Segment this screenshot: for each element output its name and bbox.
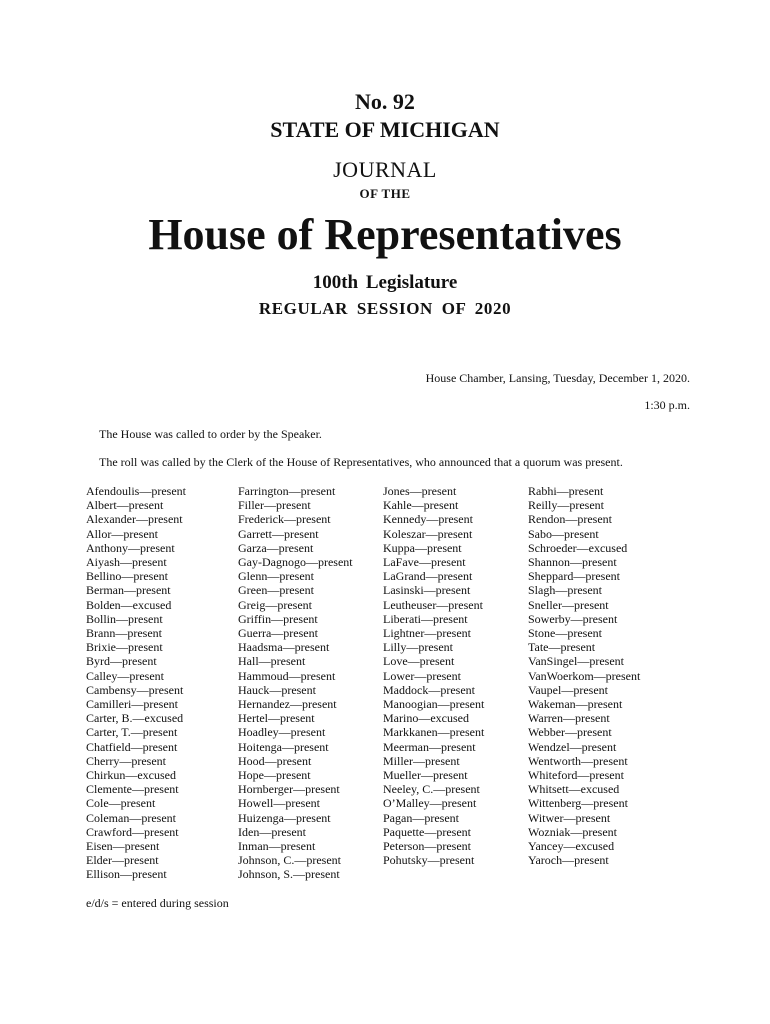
roster-column-2 bbox=[238, 484, 353, 882]
state-name: STATE OF MICHIGAN bbox=[270, 117, 500, 142]
roster-entry: Hornberger—present bbox=[238, 782, 340, 797]
roster-entry: Neeley, C.—present bbox=[383, 782, 480, 797]
roll-call-paragraph: The roll was called by the Clerk of the House of Representatives, who announced that a quorum was present. bbox=[99, 455, 623, 469]
roster-entry: Frederick—present bbox=[238, 512, 331, 527]
journal-heading: JOURNAL bbox=[333, 157, 437, 182]
roster-entry: Carter, B.—excused bbox=[86, 711, 184, 726]
roster-entry: Bollin—present bbox=[86, 611, 163, 626]
roster-entry: Meerman—present bbox=[383, 739, 476, 754]
roster-entry: Chatfield—present bbox=[86, 739, 178, 754]
page-title: House of Representatives bbox=[148, 210, 622, 259]
roster-entry: Johnson, C.—present bbox=[238, 853, 341, 868]
roster-entry: Peterson—present bbox=[383, 839, 471, 854]
roster-entry: Anthony—present bbox=[86, 540, 175, 555]
roster-entry: Tate—present bbox=[528, 640, 596, 655]
roster-entry: Huizenga—present bbox=[238, 810, 331, 825]
roster-entry: Alexander—present bbox=[86, 512, 183, 527]
roster-entry: Howell—present bbox=[238, 796, 320, 811]
roster-entry: Allor—present bbox=[86, 526, 158, 541]
roster-entry: Crawford—present bbox=[86, 824, 179, 839]
roster-entry: O’Malley—present bbox=[383, 796, 477, 811]
roster-entry: Carter, T.—present bbox=[86, 725, 178, 740]
roster-entry: Guerra—present bbox=[238, 626, 318, 641]
roster-entry: Lightner—present bbox=[383, 626, 471, 641]
roster-entry: Rendon—present bbox=[528, 512, 612, 527]
roster-entry: Hall—present bbox=[238, 654, 306, 669]
roster-entry: Brann—present bbox=[86, 626, 162, 641]
roster-entry: Kennedy—present bbox=[383, 512, 473, 527]
roster-entry: Garza—present bbox=[238, 540, 314, 555]
roster-entry: Vaupel—present bbox=[528, 682, 608, 697]
roster-entry: Hauck—present bbox=[238, 682, 316, 697]
roster-entry: Paquette—present bbox=[383, 824, 471, 839]
roster-entry: Manoogian—present bbox=[383, 697, 485, 712]
roster-entry: Whitsett—excused bbox=[528, 782, 620, 797]
roster-entry: Gay-Dagnogo—present bbox=[238, 555, 353, 570]
roster-entry: Mueller—present bbox=[383, 768, 468, 783]
roster-entry: Kuppa—present bbox=[383, 540, 462, 555]
roster-entry: Calley—present bbox=[86, 668, 164, 683]
roster-entry: Stone—present bbox=[528, 626, 602, 641]
roster-entry: Hope—present bbox=[238, 768, 311, 783]
roster-entry: Berman—present bbox=[86, 583, 171, 598]
roster-entry: Inman—present bbox=[238, 839, 316, 854]
roster-entry: Ellison—present bbox=[86, 867, 167, 882]
roster-entry: LaFave—present bbox=[383, 555, 466, 570]
roster-entry: Cambensy—present bbox=[86, 682, 184, 697]
roster-entry: Webber—present bbox=[528, 725, 612, 740]
roster-column-3 bbox=[383, 484, 484, 867]
roster-entry: Chirkun—excused bbox=[86, 768, 176, 783]
roster-entry: Eisen—present bbox=[86, 839, 160, 854]
session-time: 1:30 p.m. bbox=[644, 398, 690, 412]
roster-entry: Hood—present bbox=[238, 753, 312, 768]
roster-entry: Marino—excused bbox=[383, 711, 469, 726]
roster-entry: Griffin—present bbox=[238, 611, 318, 626]
roster-entry: Albert—present bbox=[86, 498, 164, 513]
place-and-date: House Chamber, Lansing, Tuesday, December 1, 2020. bbox=[425, 371, 690, 385]
roster-entry: Cole—present bbox=[86, 796, 156, 811]
legislature-heading: 100th Legislature bbox=[312, 272, 458, 293]
roster-entry: Afendoulis—present bbox=[86, 484, 186, 498]
roster-entry: LaGrand—present bbox=[383, 569, 473, 584]
roster-entry: Haadsma—present bbox=[238, 640, 330, 655]
roster-column-1 bbox=[86, 484, 186, 882]
roster-entry: Sabo—present bbox=[528, 526, 599, 541]
roster-entry: Glenn—present bbox=[238, 569, 314, 584]
roster-entry: Aiyash—present bbox=[86, 555, 167, 570]
of-the-heading: OF THE bbox=[359, 186, 411, 201]
roster-entry: Pohutsky—present bbox=[383, 853, 475, 868]
roster-entry: Johnson, S.—present bbox=[238, 867, 340, 882]
roster-entry: Hammoud—present bbox=[238, 668, 336, 683]
roster-entry: Yancey—excused bbox=[528, 839, 615, 854]
roster-entry: Wakeman—present bbox=[528, 697, 623, 712]
called-to-order-paragraph: The House was called to order by the Speaker. bbox=[99, 427, 322, 441]
roster-entry: Hoitenga—present bbox=[238, 739, 329, 754]
roster-entry: Schroeder—excused bbox=[528, 540, 628, 555]
roster-entry: Wendzel—present bbox=[528, 739, 617, 754]
roster-entry: Bellino—present bbox=[86, 569, 168, 584]
roster-entry: Maddock—present bbox=[383, 682, 475, 697]
roster-entry: Filler—present bbox=[238, 498, 311, 513]
roster-entry: Warren—present bbox=[528, 711, 610, 726]
roster-entry: Kahle—present bbox=[383, 498, 459, 513]
roster-entry: Byrd—present bbox=[86, 654, 157, 669]
roster-entry: Greig—present bbox=[238, 597, 312, 612]
roster-entry: Wozniak—present bbox=[528, 824, 618, 839]
journal-number: No. 92 bbox=[355, 89, 415, 114]
roster-entry: Lasinski—present bbox=[383, 583, 471, 598]
roster-entry: Hernandez—present bbox=[238, 697, 337, 712]
session-heading: REGULAR SESSION OF 2020 bbox=[258, 299, 512, 318]
roster-entry: Brixie—present bbox=[86, 640, 163, 655]
roster-entry: Lower—present bbox=[383, 668, 461, 683]
roster-entry: Hertel—present bbox=[238, 711, 315, 726]
roster-entry: Clemente—present bbox=[86, 782, 179, 797]
roster-entry: Hoadley—present bbox=[238, 725, 326, 740]
roster-entry: Witwer—present bbox=[528, 810, 611, 825]
roster-entry: Wentworth—present bbox=[528, 753, 628, 768]
roster-entry: Green—present bbox=[238, 583, 314, 598]
roster-entry: Sheppard—present bbox=[528, 569, 620, 584]
roster-entry: Garrett—present bbox=[238, 526, 319, 541]
roster-entry: Iden—present bbox=[238, 824, 306, 839]
roster-entry: Cherry—present bbox=[86, 753, 166, 768]
roster-column-4 bbox=[528, 484, 640, 867]
roster-entry: Liberati—present bbox=[383, 611, 468, 626]
roster-entry: Love—present bbox=[383, 654, 455, 669]
roster-entry: Jones—present bbox=[383, 484, 457, 498]
roster-entry: Lilly—present bbox=[383, 640, 453, 655]
roster-entry: Shannon—present bbox=[528, 555, 617, 570]
roster-entry: Wittenberg—present bbox=[528, 796, 628, 811]
roster-entry: Coleman—present bbox=[86, 810, 176, 825]
roster-entry: Camilleri—present bbox=[86, 697, 178, 712]
roster-entry: Slagh—present bbox=[528, 583, 602, 598]
roster-entry: Whiteford—present bbox=[528, 768, 624, 783]
roster-entry: Pagan—present bbox=[383, 810, 459, 825]
roster-entry: Elder—present bbox=[86, 853, 159, 868]
roster-entry: Farrington—present bbox=[238, 484, 336, 498]
roster-entry: Markkanen—present bbox=[383, 725, 485, 740]
roster-entry: Reilly—present bbox=[528, 498, 604, 513]
roster-entry: Yaroch—present bbox=[528, 853, 609, 868]
roster-entry: Miller—present bbox=[383, 753, 460, 768]
roster-entry: Bolden—excused bbox=[86, 597, 172, 612]
roster-entry: Sowerby—present bbox=[528, 611, 618, 626]
footnote: e/d/s = entered during session bbox=[86, 896, 229, 910]
roster-entry: VanSingel—present bbox=[528, 654, 624, 669]
roster-entry: Rabhi—present bbox=[528, 484, 604, 498]
roster-entry: Koleszar—present bbox=[383, 526, 473, 541]
roster-entry: Sneller—present bbox=[528, 597, 609, 612]
roster-entry: Leutheuser—present bbox=[383, 597, 483, 612]
roster-entry: VanWoerkom—present bbox=[528, 668, 641, 683]
